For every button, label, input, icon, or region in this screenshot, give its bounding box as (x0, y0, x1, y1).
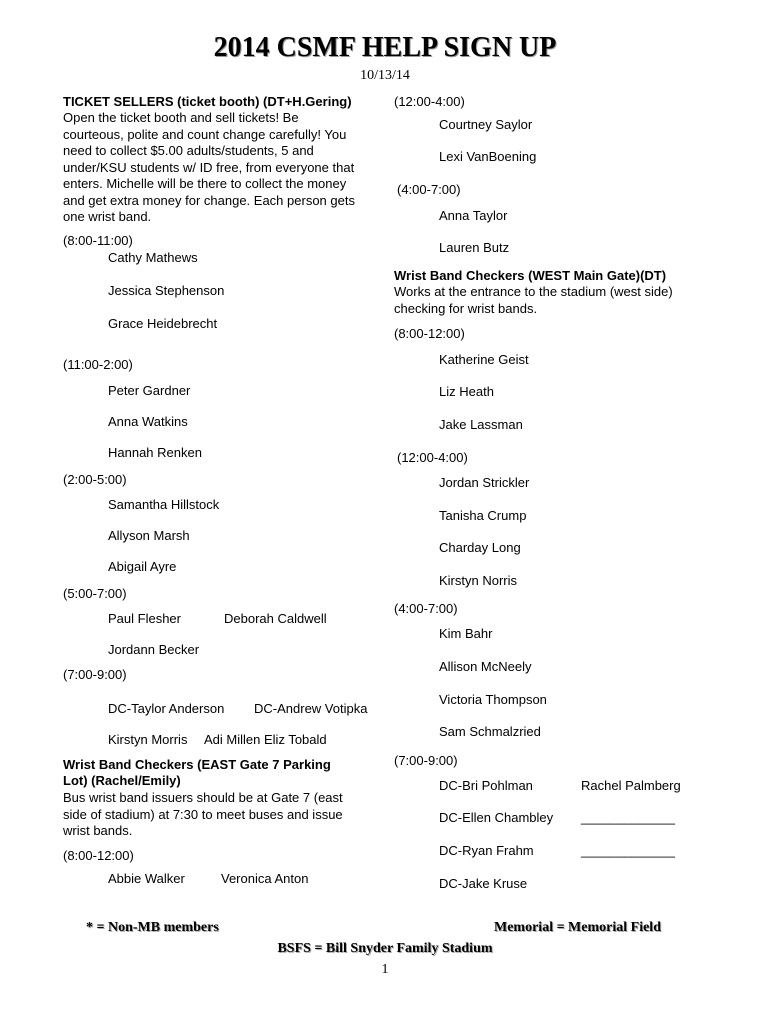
desc-line: wrist bands. (63, 823, 133, 838)
blank-signup-line: _____________ (581, 810, 675, 825)
volunteer-name: Liz Heath (439, 384, 494, 399)
desc-line: Works at the entrance to the stadium (west side) (394, 284, 673, 299)
time-slot: (8:00-12:00) (394, 326, 465, 341)
time-slot: (11:00-2:00) (63, 357, 133, 372)
volunteer-name: Tanisha Crump (439, 508, 527, 523)
volunteer-name: Jordann Becker (108, 642, 200, 657)
volunteer-name: DC-Ryan Frahm (439, 843, 534, 858)
time-slot: (7:00-9:00) (63, 667, 127, 682)
page-number: 1 (381, 962, 389, 977)
desc-line: one wrist band. (63, 209, 152, 224)
time-slot: (8:00-12:00) (63, 848, 134, 863)
east-gate-heading: Wrist Band Checkers (EAST Gate 7 Parking (63, 757, 331, 772)
volunteer-name: Abigail Ayre (108, 559, 177, 574)
volunteer-name: DC-Jake Kruse (439, 876, 528, 891)
volunteer-name: Paul Flesher (108, 611, 181, 626)
time-slot: (7:00-9:00) (394, 753, 458, 768)
volunteer-name: Kirstyn Morris (108, 732, 188, 747)
time-slot: (5:00-7:00) (63, 586, 127, 601)
desc-line: Open the ticket booth and sell tickets! Be (63, 110, 299, 125)
desc-line: under/KSU students w/ ID free, from everyone that (63, 159, 355, 175)
volunteer-name: Katherine Geist (439, 352, 529, 367)
time-slot: (12:00-4:00) (397, 450, 468, 465)
volunteer-name: Deborah Caldwell (224, 611, 327, 626)
volunteer-name: Victoria Thompson (439, 692, 547, 707)
volunteer-name: Peter Gardner (108, 383, 191, 398)
page-title: 2014 CSMF HELP SIGN UP (213, 32, 557, 63)
time-slot: (4:00-7:00) (397, 182, 461, 197)
time-slot: (8:00-11:00) (63, 233, 133, 248)
volunteer-name: Kim Bahr (439, 626, 493, 641)
volunteer-name: Kirstyn Norris (439, 573, 518, 588)
page-date: 10/13/14 (360, 68, 410, 83)
legend-non-mb: * = Non-MB members (86, 920, 219, 935)
desc-line: checking for wrist bands. (394, 300, 538, 316)
volunteer-name: Courtney Saylor (439, 117, 533, 132)
volunteer-name: Cathy Mathews (108, 250, 198, 265)
volunteer-name: Allyson Marsh (108, 528, 190, 543)
legend-memorial: Memorial = Memorial Field (494, 920, 661, 935)
volunteer-name: Samantha Hillstock (108, 497, 220, 512)
volunteer-name: Anna Watkins (108, 414, 188, 429)
volunteer-name: Veronica Anton (221, 871, 309, 886)
time-slot: (4:00-7:00) (394, 601, 458, 616)
legend-bsfs: BSFS = Bill Snyder Family Stadium (277, 941, 493, 956)
volunteer-name: Anna Taylor (439, 208, 508, 223)
volunteer-name: Jake Lassman (439, 417, 523, 432)
desc-line: enters. Michelle will be there to collect the money (63, 176, 347, 191)
east-gate-heading: Lot) (Rachel/Emily) (63, 773, 181, 788)
volunteer-name: Hannah Renken (108, 445, 202, 460)
time-slot: (12:00-4:00) (394, 94, 465, 109)
volunteer-name: Jordan Strickler (439, 475, 530, 490)
volunteer-name: DC-Andrew Votipka (254, 701, 368, 716)
volunteer-name: Charday Long (439, 540, 521, 555)
volunteer-name: Lexi VanBoening (439, 149, 537, 164)
ticket-sellers-heading: TICKET SELLERS (ticket booth) (DT+H.Gering) (63, 94, 352, 109)
volunteer-name: Allison McNeely (439, 659, 532, 674)
volunteer-name: Adi Millen (204, 732, 261, 747)
west-gate-heading: Wrist Band Checkers (WEST Main Gate)(DT) (394, 268, 667, 283)
blank-signup-line: _____________ (581, 843, 675, 858)
volunteer-name: Eliz Tobald (264, 732, 327, 747)
ticket-sellers-description (63, 110, 355, 226)
desc-line: need to collect $5.00 adults/students, 5 and (63, 143, 314, 158)
volunteer-name: Grace Heidebrecht (108, 316, 218, 331)
volunteer-name: Abbie Walker (108, 871, 185, 886)
volunteer-name: Rachel Palmberg (581, 778, 681, 793)
volunteer-name: Jessica Stephenson (108, 283, 225, 298)
east-gate-description (63, 790, 343, 840)
time-slot: (2:00-5:00) (63, 472, 127, 487)
volunteer-name: Sam Schmalzried (439, 724, 541, 739)
volunteer-name: DC-Ellen Chambley (439, 810, 554, 825)
desc-line: Bus wrist band issuers should be at Gate 7 (east (63, 790, 343, 805)
desc-line: side of stadium) at 7:30 to meet buses and issue (63, 806, 343, 822)
volunteer-name: Lauren Butz (439, 240, 510, 255)
west-gate-description (394, 284, 673, 317)
desc-line: courteous, polite and count change carefully! You (63, 126, 347, 142)
volunteer-name: DC-Bri Pohlman (439, 778, 533, 793)
volunteer-name: DC-Taylor Anderson (108, 701, 225, 716)
desc-line: and get extra money for change. Each person gets (63, 192, 355, 208)
